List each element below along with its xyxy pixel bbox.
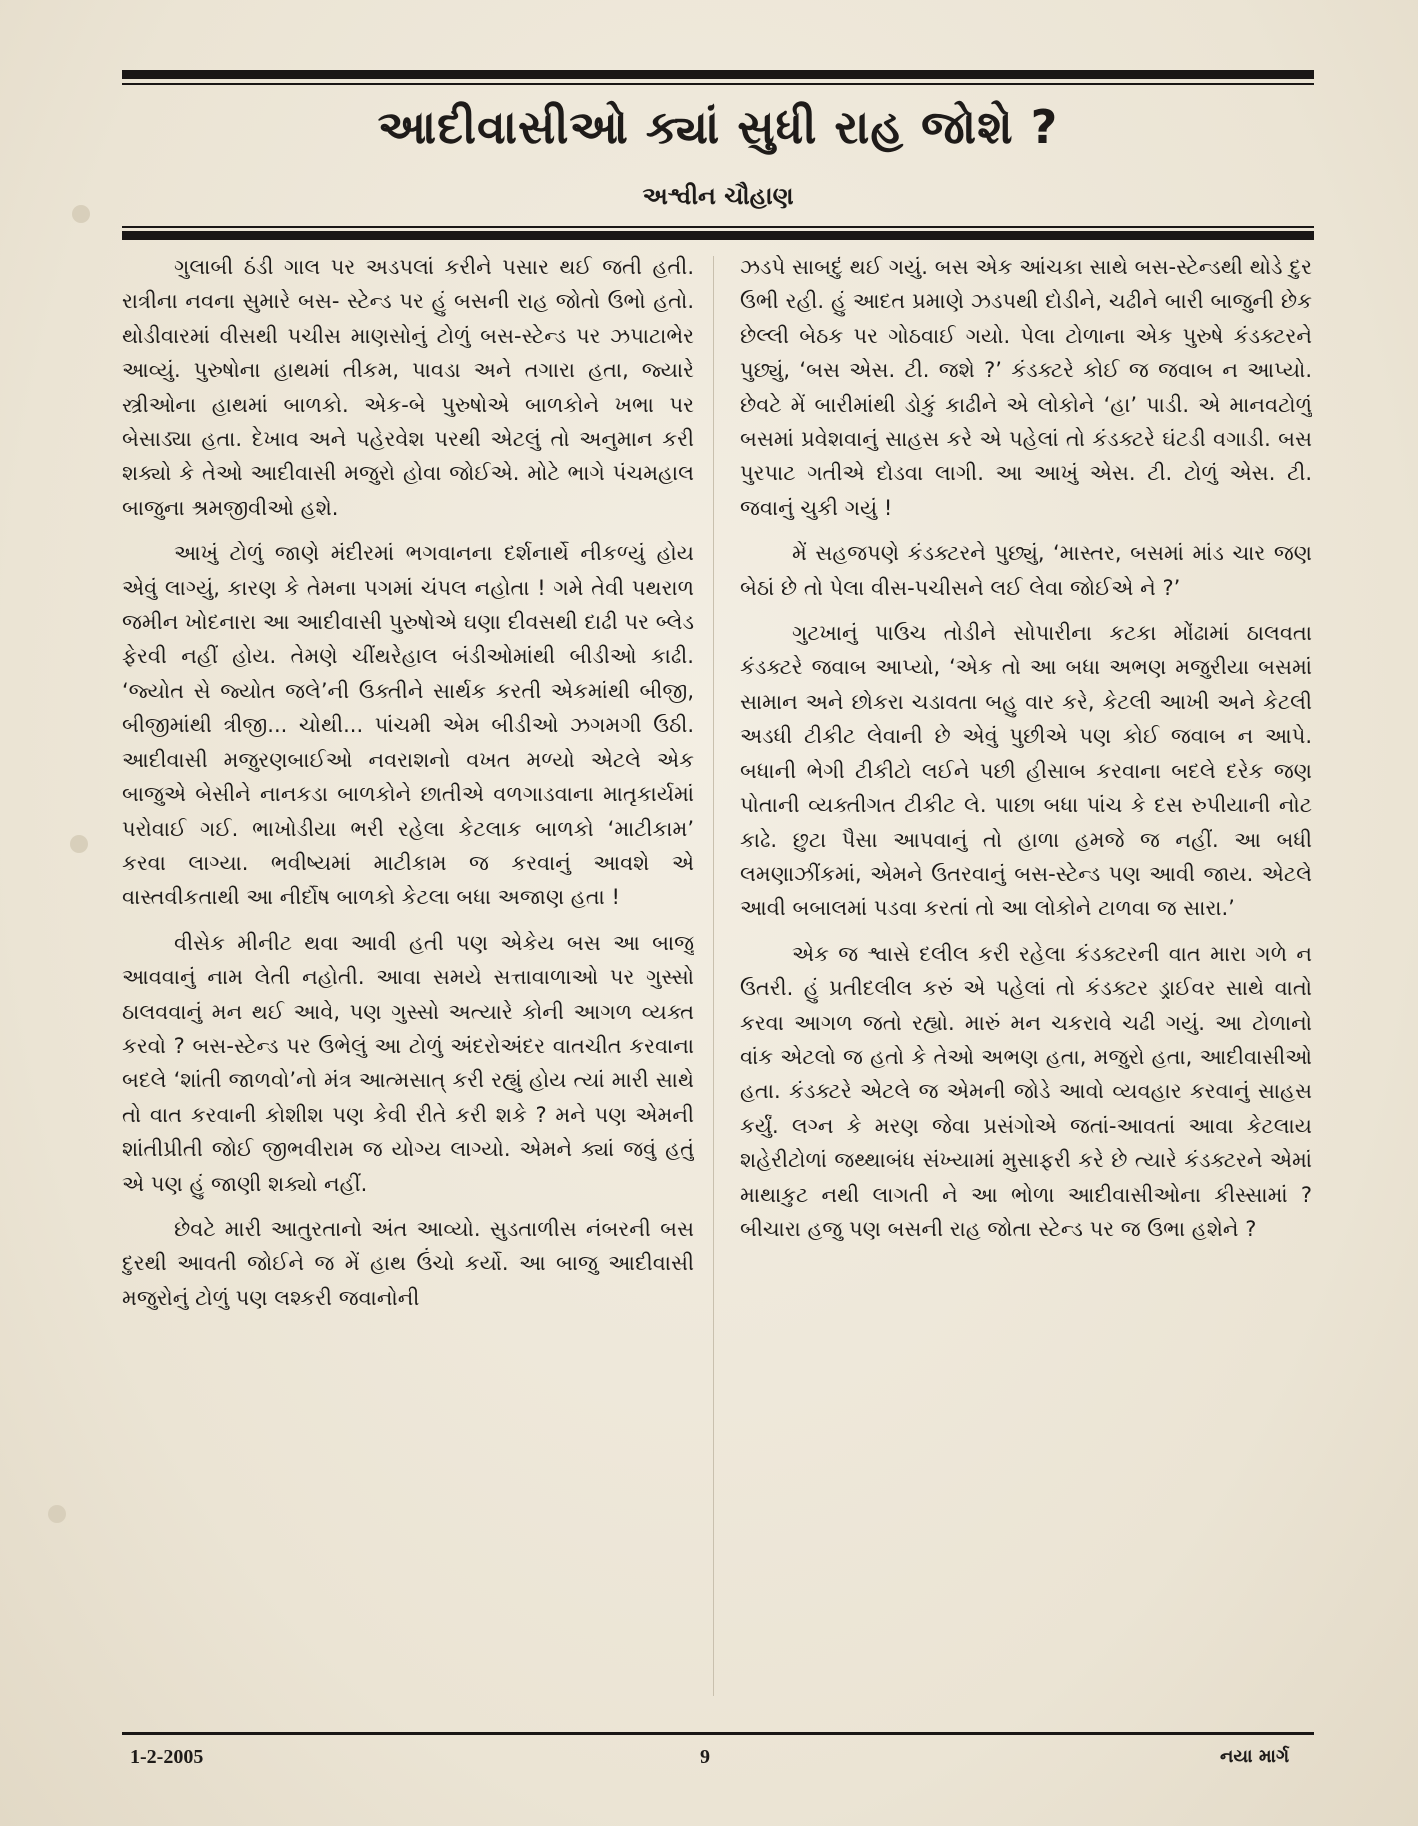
- footer-date: 1-2-2005: [130, 1746, 204, 1768]
- page-number: 9: [700, 1746, 710, 1768]
- header-rule-top: [122, 70, 1314, 79]
- paragraph: ગુટખાનું પાઉચ તોડીને સોપારીના કટકા મોંઢામાં ઠાલવતા કંડક્ટરે જવાબ આપ્યો, ‘એક તો આ બધા અભણ મજુરીયા બસમાં સામાન અને છોકરા ચડાવતા બહુ વાર કરે, કેટલી આખી અને કેટલી અડધી ટીકીટ લેવાની છે એવું પુછીએ પણ કોઈ જવાબ ન આપે. બધાની ભેગી ટીકીટો લઈને પછી હીસાબ કરવાના બદલે દરેક જણ પોતાની વ્યક્તીગત ટીકીટ લે. પાછા બધા પાંચ કે દસ રુપીયાની નોટ કાઢે. છુટા પૈસા આપવાનું તો હાળા હમજે જ નહીં. આ બધી લમણાઝીંકમાં, એમને ઉતરવાનું બસ-સ્ટેન્ડ પણ આવી જાય. એટલે આવી બબાલમાં પડવા કરતાં તો આ લોકોને ટાળવા જ સારા.’: [740, 621, 1312, 921]
- paper-tear-mark: [70, 835, 88, 853]
- left-column: [122, 250, 694, 1700]
- paragraph: એક જ શ્વાસે દલીલ કરી રહેલા કંડક્ટરની વાત મારા ગળે ન ઉતરી. હું પ્રતીદલીલ કરું એ પહેલાં તો કંડક્ટર ડ્રાઈવર સાથે વાતો કરવા આગળ જતો રહ્યો. મારું મન ચકરાવે ચઢી ગયું. આ ટોળાનો વાંક એટલો જ હતો કે તેઓ અભણ હતા, મજુરો હતા, આદીવાસીઓ હતા. કંડક્ટરે એટલે જ એમની જોડે આવો વ્યવહાર કરવાનું સાહસ કર્યું. લગ્ન કે મરણ જેવા પ્રસંગોએ જતાં-આવતાં આવા કેટલાય શહેરીટોળાં જથ્થાબંધ સંખ્યામાં મુસાફરી કરે છે ત્યારે કંડક્ટરને એમાં માથાકુટ નથી લાગતી ને આ ભોળા આદીવાસીઓના કીસ્સામાં ? બીચારા હજુ પણ બસની રાહ જોતા સ્ટેન્ડ પર જ ઉભા હશેને ?: [740, 941, 1312, 1241]
- header-rule-bottom: [122, 231, 1314, 240]
- right-column: [740, 250, 1312, 1700]
- paragraph: ઝડપે સાબદું થઈ ગયું. બસ એક આંચકા સાથે બસ-સ્ટેન્ડથી થોડે દુર ઉભી રહી. હું આદત પ્રમાણે ઝડપથી દોડીને, ચઢીને બારી બાજુની છેક છેલ્લી બેઠક પર ગોઠવાઈ ગયો. પેલા ટોળાના એક પુરુષે કંડક્ટરને પુછ્યું, ‘બસ એસ. ટી. જશે ?’ કંડક્ટરે કોઈ જ જવાબ ન આપ્યો. છેવટે મેં બારીમાંથી ડોકું કાઢીને એ લોકોને ‘હા’ પાડી. એ માનવટોળું બસમાં પ્રવેશવાનું સાહસ કરે એ પહેલાં તો કંડક્ટરે ઘંટડી વગાડી. બસ પુરપાટ ગતીએ દોડવા લાગી. આ આખું એસ. ટી. ટોળું એસ. ટી. જવાનું ચુકી ગયું !: [740, 255, 1312, 520]
- header-rule-bottom-thin: [122, 226, 1314, 228]
- paper-tear-mark: [48, 1505, 66, 1523]
- header-rule-top-thin: [122, 83, 1314, 85]
- paragraph: છેવટે મારી આતુરતાનો અંત આવ્યો. સુડતાળીસ નંબરની બસ દુરથી આવતી જોઈને જ મેં હાથ ઉંચો કર્યો. આ બાજુ આદીવાસી મજુરોનું ટોળું પણ લશ્કરી જવાનોની: [122, 1216, 694, 1310]
- article-title: આદીવાસીઓ ક્યાં સુધી રાહ જોશે ?: [377, 100, 1059, 154]
- footer-rule: [122, 1732, 1314, 1735]
- paragraph: ગુલાબી ઠંડી ગાલ પર અડપલાં કરીને પસાર થઈ જતી હતી. રાત્રીના નવના સુમારે બસ- સ્ટેન્ડ પર હું બસની રાહ જોતો ઉભો હતો. થોડીવારમાં વીસથી પચીસ માણસોનું ટોળું બસ-સ્ટેન્ડ પર ઝપાટાભેર આવ્યું. પુરુષોના હાથમાં તીકમ, પાવડા અને તગારા હતા, જ્યારે સ્ત્રીઓના હાથમાં બાળકો. એક-બે પુરુષોએ બાળકોને ખભા પર બેસાડ્યા હતા. દેખાવ અને પહેરવેશ પરથી એટલું તો અનુમાન કરી શક્યો કે તેઓ આદીવાસી મજુરો હોવા જોઈએ. મોટે ભાગે પંચમહાલ બાજુના શ્રમજીવીઓ હશે.: [122, 255, 694, 520]
- paragraph: મેં સહજપણે કંડક્ટરને પુછ્યું, ‘માસ્તર, બસમાં માંડ ચાર જણ બેઠાં છે તો પેલા વીસ-પચીસને લઈ લેવા જોઈએ ને ?’: [740, 541, 1312, 600]
- article-author: અશ્વીન ચૌહાણ: [642, 182, 794, 210]
- paragraph: વીસેક મીનીટ થવા આવી હતી પણ એકેય બસ આ બાજુ આવવાનું નામ લેતી નહોતી. આવા સમયે સત્તાવાળાઓ પર ગુસ્સો ઠાલવવાનું મન થઈ આવે, પણ ગુસ્સો અત્યારે કોની આગળ વ્યક્ત કરવો ? બસ-સ્ટેન્ડ પર ઉભેલું આ ટોળું અંદરોઅંદર વાતચીત કરવાના બદલે ‘શાંતી જાળવો’નો મંત્ર આત્મસાત્ કરી રહ્યું હોય ત્યાં મારી સાથે તો વાત કરવાની કોશીશ પણ કેવી રીતે કરી શકે ? મને પણ એમની શાંતીપ્રીતી જોઈ જીભવીરામ જ યોગ્ય લાગ્યો. એમને ક્યાં જવું હતું એ પણ હું જાણી શક્યો નહીં.: [122, 930, 694, 1196]
- column-divider: [713, 256, 714, 1696]
- paragraph: આખું ટોળું જાણે મંદીરમાં ભગવાનના દર્શનાર્થે નીકળ્યું હોય એવું લાગ્યું, કારણ કે તેમના પગમાં ચંપલ નહોતા ! ગમે તેવી પથરાળ જમીન ખોદનારા આ આદીવાસી પુરુષોએ ઘણા દીવસથી દાઢી પર બ્લેડ ફેરવી નહીં હોય. તેમણે ચીંથરેહાલ બંડીઓમાંથી બીડીઓ કાઢી. ‘જ્યોત સે જ્યોત જલે’ની ઉક્તીને સાર્થક કરતી એકમાંથી બીજી, બીજીમાંથી ત્રીજી... ચોથી... પાંચમી એમ બીડીઓ ઝગમગી ઉઠી. આદીવાસી મજુરણબાઈઓ નવરાશનો વખત મળ્યો એટલે એક બાજુએ બેસીને નાનકડા બાળકોને છાતીએ વળગાડવાના માતૃકાર્યમાં પરોવાઈ ગઈ. ભાખોડીયા ભરી રહેલા કેટલાક બાળકો ‘માટીકામ’ કરવા લાગ્યા. ભવીષ્યમાં માટીકામ જ કરવાનું આવશે એ વાસ્તવીકતાથી આ નીર્દોષ બાળકો કેટલા બધા અજાણ હતા !: [122, 541, 694, 910]
- magazine-name: નયા માર્ગ: [1220, 1746, 1290, 1767]
- paper-tear-mark: [72, 205, 90, 223]
